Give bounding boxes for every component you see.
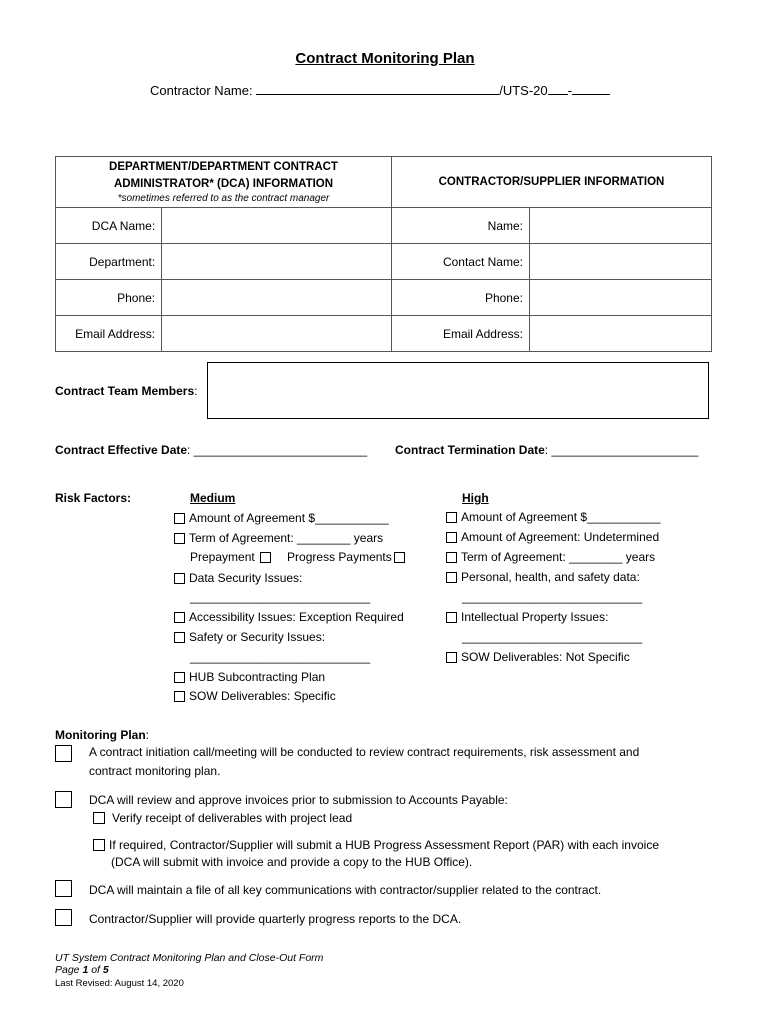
department-field[interactable] (162, 244, 392, 280)
medium-term-checkbox[interactable] (174, 533, 185, 544)
invoice-review-text: DCA will review and approve invoices prior to submission to Accounts Payable: (89, 793, 508, 807)
hub-plan-checkbox[interactable] (174, 672, 185, 683)
hub-plan-text: HUB Subcontracting Plan (189, 670, 326, 684)
personal-data-item (446, 570, 640, 584)
communications-file-text: DCA will maintain a file of all key communications with contractor/supplier related to the contract. (89, 883, 602, 897)
safety-security-item (174, 630, 325, 644)
footer-page-total: 5 (102, 964, 109, 976)
contractor-name-line (150, 82, 610, 98)
personal-data-text: Personal, health, and safety data: (461, 570, 640, 584)
medium-amount-item (174, 511, 389, 525)
uts-year-field[interactable] (548, 82, 568, 95)
uts-dash: - (567, 83, 572, 98)
contractor-phone-field[interactable] (530, 280, 712, 316)
hub-par-text-line1: If required, Contractor/Supplier will submit a HUB Progress Assessment Report (PAR) with each invoice (109, 838, 659, 852)
monitoring-plan-heading (55, 728, 149, 742)
payment-type-item (190, 550, 409, 564)
sow-specific-text: SOW Deliverables: Specific (189, 689, 336, 703)
verify-receipt-text: Verify receipt of deliverables with project lead (112, 811, 353, 825)
termination-date-row (395, 443, 698, 457)
high-amount-undetermined-checkbox[interactable] (446, 532, 457, 543)
sow-specific-checkbox[interactable] (174, 691, 185, 702)
high-amount-undetermined-text: Amount of Agreement: Undetermined (461, 530, 660, 544)
contractor-name-field[interactable] (256, 82, 499, 95)
dca-email-label: Email Address: (56, 316, 162, 352)
personal-data-blank[interactable]: ___________________________ (462, 590, 643, 604)
dca-header-line2: ADMINISTRATOR* (DCA) INFORMATION (113, 178, 334, 190)
sow-specific-item (174, 689, 336, 703)
safety-security-checkbox[interactable] (174, 632, 185, 643)
safety-security-blank[interactable]: ___________________________ (190, 650, 371, 664)
verify-receipt-checkbox[interactable] (93, 812, 105, 824)
contact-info-table (55, 156, 712, 352)
hub-plan-item (174, 670, 325, 684)
personal-data-checkbox[interactable] (446, 572, 457, 583)
prepayment-text: Prepayment (190, 550, 255, 564)
data-security-text: Data Security Issues: (189, 571, 303, 585)
progress-payments-text: Progress Payments (287, 550, 392, 564)
ip-issues-item (446, 610, 608, 624)
footer-page-number (55, 964, 109, 976)
progress-payments-checkbox[interactable] (394, 552, 405, 563)
footer-page-current: 1 (82, 964, 89, 976)
quarterly-reports-text: Contractor/Supplier will provide quarterly progress reports to the DCA. (89, 912, 462, 926)
monitoring-plan-label: Monitoring Plan (55, 728, 146, 742)
monitoring-plan-colon: : (145, 728, 149, 742)
footer-page-word: Page (55, 964, 83, 976)
medium-heading: Medium (190, 491, 236, 505)
initiation-meeting-line2: contract monitoring plan. (89, 764, 221, 778)
medium-term-item (174, 531, 383, 545)
termination-date-label: Contract Termination Date (395, 443, 545, 457)
data-security-blank[interactable]: ___________________________ (190, 590, 371, 604)
high-term-text: Term of Agreement: ________ years (461, 550, 656, 564)
high-heading: High (462, 491, 489, 505)
team-members-colon: : (194, 384, 198, 398)
contractor-name-label: Contractor Name: (150, 83, 253, 98)
high-amount-text: Amount of Agreement $___________ (461, 510, 661, 524)
initiation-meeting-line1: A contract initiation call/meeting will be conducted to review contract requirements, risk assessment and (89, 745, 640, 759)
effective-date-row (55, 443, 367, 457)
data-security-item (174, 571, 302, 585)
dca-phone-field[interactable] (162, 280, 392, 316)
hub-par-item (93, 838, 659, 852)
high-term-checkbox[interactable] (446, 552, 457, 563)
page-title: Contract Monitoring Plan (295, 50, 475, 67)
medium-amount-text: Amount of Agreement $___________ (189, 511, 389, 525)
quarterly-reports-checkbox[interactable] (55, 909, 72, 926)
dca-email-field[interactable] (162, 316, 392, 352)
accessibility-item (174, 610, 404, 624)
uts-number-field[interactable] (572, 82, 610, 95)
communications-file-checkbox[interactable] (55, 880, 72, 897)
high-amount-item (446, 510, 661, 524)
hub-par-text-line2: (DCA will submit with invoice and provide a copy to the HUB Office). (111, 855, 473, 869)
contractor-email-field[interactable] (530, 316, 712, 352)
safety-security-text: Safety or Security Issues: (189, 630, 326, 644)
footer-page-of: of (88, 964, 103, 976)
footer-form-title: UT System Contract Monitoring Plan and Close-Out Form (55, 952, 324, 964)
contractor-name-field[interactable] (530, 208, 712, 244)
team-members-label: Contract Team Members (55, 384, 195, 398)
accessibility-text: Accessibility Issues: Exception Required (189, 610, 404, 624)
high-amount-checkbox[interactable] (446, 512, 457, 523)
dca-name-field[interactable] (162, 208, 392, 244)
contact-name-field[interactable] (530, 244, 712, 280)
initiation-meeting-checkbox[interactable] (55, 745, 72, 762)
effective-date-label: Contract Effective Date (55, 443, 188, 457)
dca-header (56, 157, 392, 208)
sow-not-specific-item (446, 650, 630, 664)
uts-prefix: /UTS-20 (499, 83, 548, 98)
dca-phone-label: Phone: (56, 280, 162, 316)
team-members-label-row (55, 384, 198, 398)
contractor-phone-label: Phone: (392, 280, 530, 316)
ip-issues-checkbox[interactable] (446, 612, 457, 623)
dca-header-note: *sometimes referred to as the contract manager (117, 193, 330, 204)
sow-not-specific-text: SOW Deliverables: Not Specific (461, 650, 630, 664)
department-label: Department: (56, 244, 162, 280)
team-members-field[interactable] (207, 362, 709, 419)
high-amount-undetermined-item (446, 530, 659, 544)
contractor-header: CONTRACTOR/SUPPLIER INFORMATION (392, 157, 712, 208)
footer-last-revised: Last Revised: August 14, 2020 (55, 978, 184, 989)
verify-receipt-item (93, 811, 352, 825)
accessibility-checkbox[interactable] (174, 612, 185, 623)
contact-name-label: Contact Name: (392, 244, 530, 280)
dca-name-label: DCA Name: (56, 208, 162, 244)
hub-par-checkbox[interactable] (93, 839, 105, 851)
ip-issues-blank[interactable]: ___________________________ (462, 630, 643, 644)
data-security-checkbox[interactable] (174, 573, 185, 584)
risk-factors-label: Risk Factors: (55, 491, 132, 505)
effective-date-field[interactable]: : __________________________ (187, 443, 368, 457)
contractor-name-label: Name: (392, 208, 530, 244)
high-term-item (446, 550, 655, 564)
termination-date-field[interactable]: : ______________________ (544, 443, 699, 457)
prepayment-checkbox[interactable] (260, 552, 271, 563)
ip-issues-text: Intellectual Property Issues: (461, 610, 609, 624)
dca-header-line1: DEPARTMENT/DEPARTMENT CONTRACT (109, 161, 338, 173)
medium-term-text: Term of Agreement: ________ years (189, 531, 384, 545)
medium-amount-checkbox[interactable] (174, 513, 185, 524)
sow-not-specific-checkbox[interactable] (446, 652, 457, 663)
contractor-email-label: Email Address: (392, 316, 530, 352)
invoice-review-checkbox[interactable] (55, 791, 72, 808)
